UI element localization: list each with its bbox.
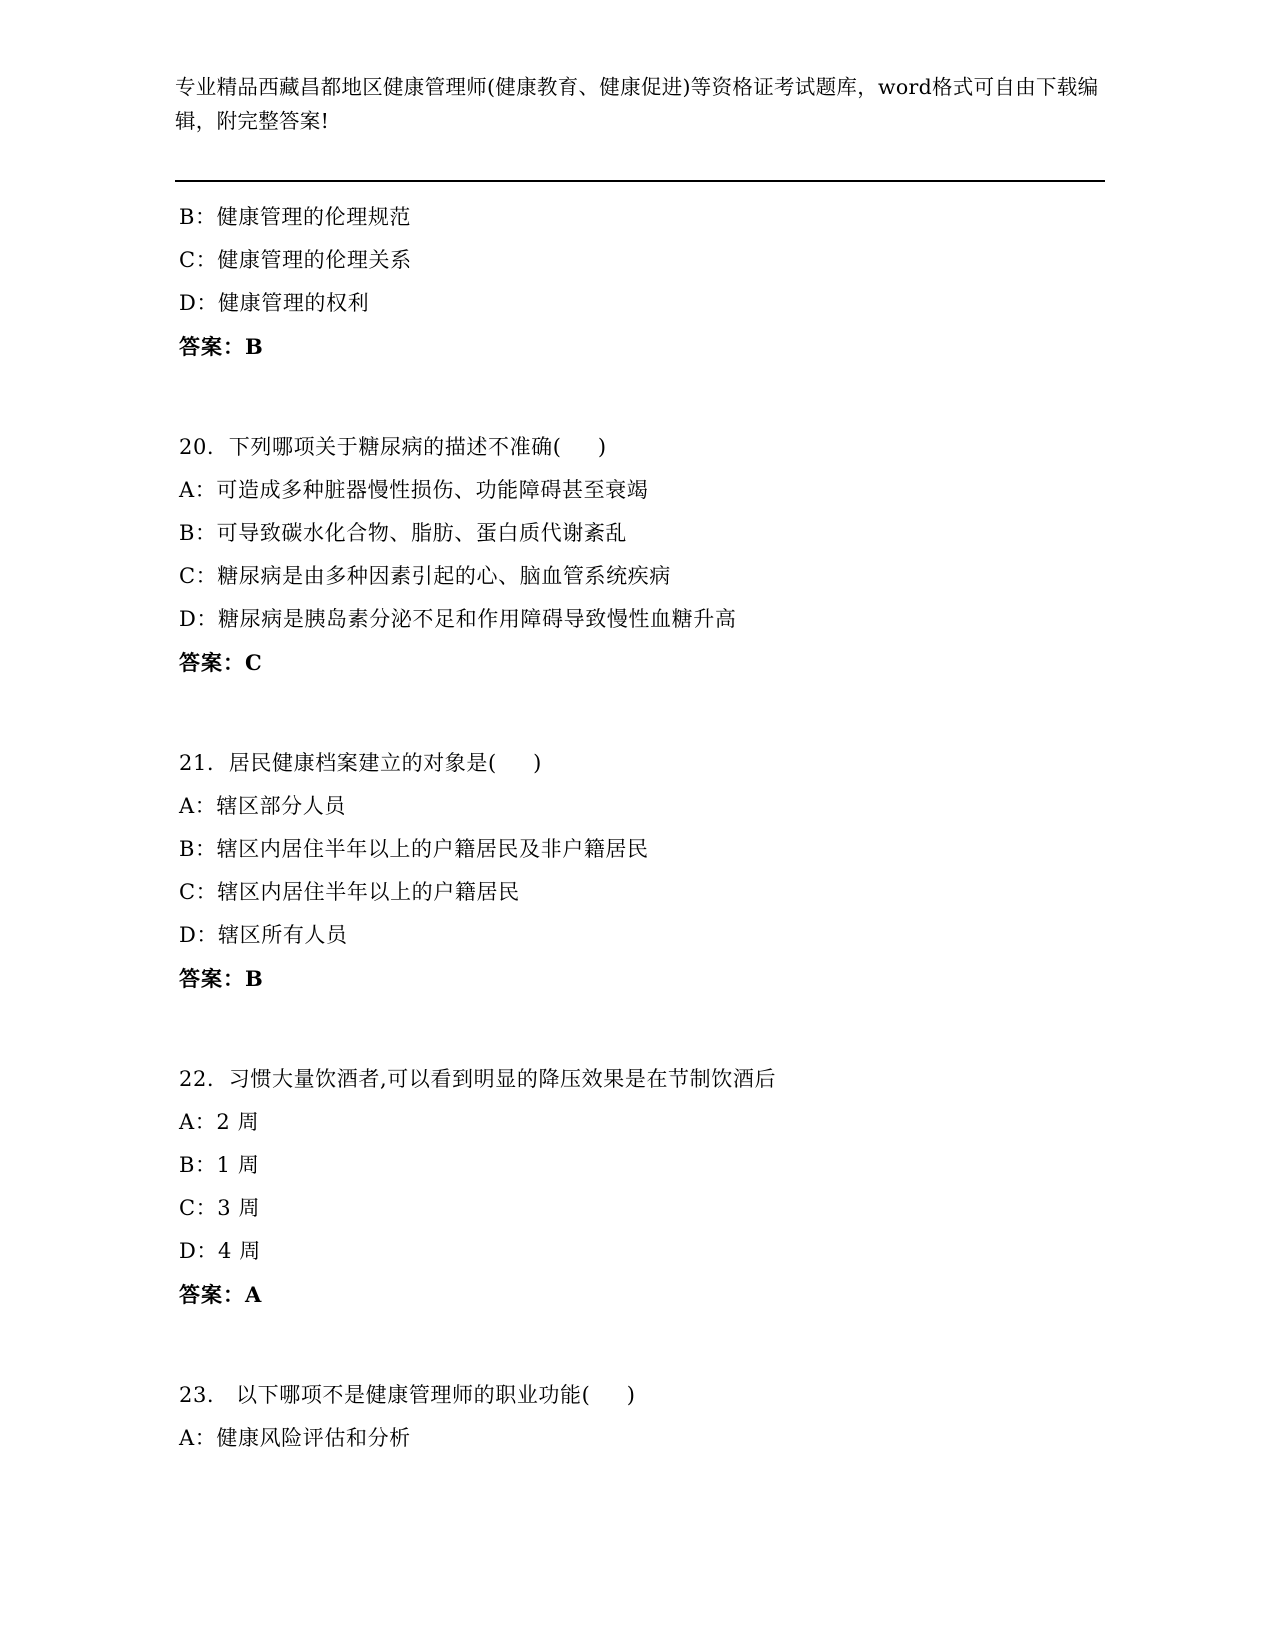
answer-line: 答案：B	[179, 334, 264, 359]
answer-line: 答案：B	[179, 966, 264, 991]
question-spacer	[175, 368, 1105, 426]
option-line: D：辖区所有人员	[179, 923, 348, 947]
question-number: 21.	[179, 751, 215, 775]
question-text: 以下哪项不是健康管理师的职业功能( )	[236, 1383, 636, 1407]
question-spacer	[175, 1316, 1105, 1374]
option-line: B：健康管理的伦理规范	[179, 205, 412, 229]
option-line: B：可导致碳水化合物、脂肪、蛋白质代谢紊乱	[179, 521, 628, 545]
option-line: A：健康风险评估和分析	[179, 1426, 411, 1450]
question-body	[175, 196, 1105, 1460]
option-line: C：健康管理的伦理关系	[179, 248, 412, 272]
question-stem-20	[175, 426, 1105, 469]
answer-line: 答案：A	[179, 1282, 263, 1307]
question-spacer	[175, 684, 1105, 742]
option-line: B：1 周	[179, 1153, 260, 1177]
question-number: 20.	[179, 435, 215, 459]
question-text: 习惯大量饮酒者,可以看到明显的降压效果是在节制饮酒后	[228, 1067, 777, 1091]
question-spacer	[175, 1000, 1105, 1058]
option-line: D：4 周	[179, 1239, 261, 1263]
question-stem-23	[175, 1374, 1105, 1417]
option-line: A：2 周	[179, 1110, 260, 1134]
option-line: A：可造成多种脏器慢性损伤、功能障碍甚至衰竭	[179, 478, 649, 502]
answer-line: 答案：C	[179, 650, 263, 675]
option-line: A：辖区部分人员	[179, 794, 346, 818]
question-text: 居民健康档案建立的对象是( )	[228, 751, 542, 775]
question-stem-22	[175, 1058, 1105, 1101]
option-line: C：糖尿病是由多种因素引起的心、脑血管系统疾病	[179, 564, 671, 588]
option-line: C：3 周	[179, 1196, 261, 1220]
question-text: 下列哪项关于糖尿病的描述不准确( )	[228, 435, 607, 459]
option-line: D：健康管理的权利	[179, 291, 370, 315]
question-stem-21	[175, 742, 1105, 785]
option-line: B：辖区内居住半年以上的户籍居民及非户籍居民	[179, 837, 649, 861]
option-line: D：糖尿病是胰岛素分泌不足和作用障碍导致慢性血糖升高	[179, 607, 737, 631]
option-line: C：辖区内居住半年以上的户籍居民	[179, 880, 520, 904]
header-note: 专业精品西藏昌都地区健康管理师(健康教育、健康促进)等资格证考试题库，word格式可自由下载编辑，附完整答案!	[175, 75, 1099, 133]
header-divider	[175, 180, 1105, 182]
question-number: 23.	[179, 1383, 215, 1407]
question-number: 22.	[179, 1067, 215, 1091]
